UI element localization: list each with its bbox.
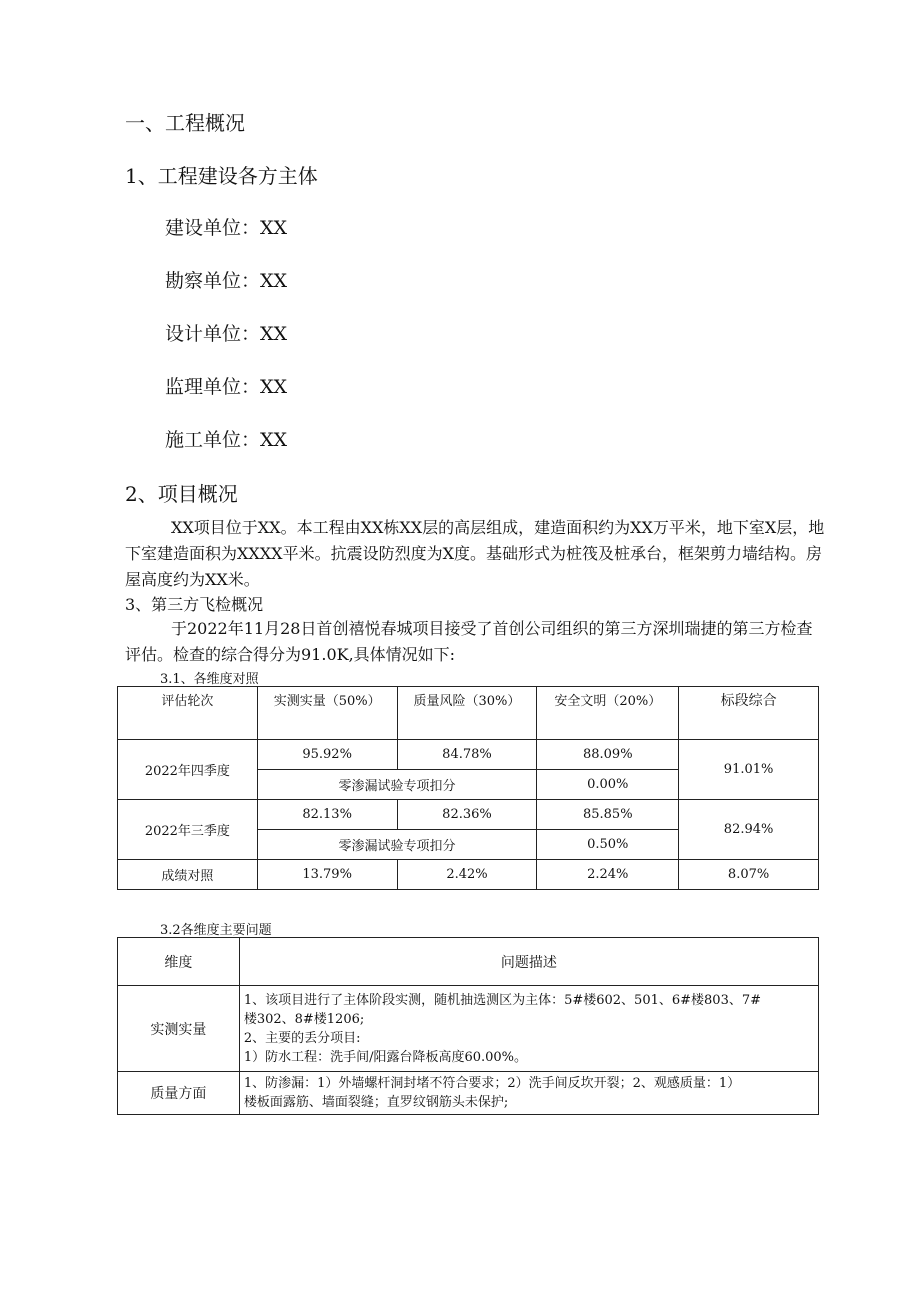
issue-description: [239, 1072, 818, 1115]
main-issues-table: [117, 937, 819, 1115]
header-cell: 维度: [118, 938, 240, 986]
unit-line: 设计单位：XX: [165, 323, 288, 345]
project-overview-paragraph: XX项目位于XX。本工程由XX栋XX层的高层组成，建造面积约为XX万平米，地下室X层，地下室建造面积为XXXX平米。抗震设防烈度为X度。基础形式为桩筏及桩承台，框架剪力墙结构。房屋高度约为XX米。: [125, 518, 825, 589]
safety-score: 2.24%: [537, 860, 679, 890]
issue-line: 2、主要的丢分项目:: [243, 1030, 361, 1046]
total-score: 8.07%: [679, 860, 819, 890]
table-row: [118, 986, 819, 1072]
header-cell: 标段综合: [679, 687, 819, 740]
subsection-title-inspection: 3、第三方飞检概况: [125, 595, 264, 614]
issue-line: 1、防渗漏：1）外墙螺杆洞封堵不符合要求；2）洗手间反坎开裂；2、观感质量：1）: [243, 1076, 741, 1091]
table-header-row: [118, 938, 819, 986]
table2-caption: 3.2各维度主要问题: [160, 923, 272, 938]
total-score: 91.01%: [679, 740, 819, 800]
issue-line: 1）防水工程：洗手间/阳露台降板高度60.00%。: [243, 1049, 528, 1065]
header-cell: 实测实量（50%）: [257, 687, 397, 740]
issue-line: 楼板面露筋、墙面裂缝；直罗纹钢筋头未保护;: [243, 1095, 509, 1110]
leak-deduction-label: 零渗漏试验专项扣分: [257, 830, 537, 860]
round-label: 成绩对照: [118, 860, 258, 890]
quality-score: 84.78%: [397, 740, 537, 770]
header-cell: 安全文明（20%）: [537, 687, 679, 740]
measure-score: 95.92%: [257, 740, 397, 770]
quality-score: 82.36%: [397, 800, 537, 830]
dimension-comparison-table: [117, 686, 819, 890]
leak-deduction-value: 0.50%: [537, 830, 679, 860]
round-label: 2022年四季度: [118, 740, 258, 800]
section-title: 一、工程概况: [125, 111, 245, 135]
table-row: [118, 800, 819, 830]
issue-line: 楼302、8#楼1206;: [243, 1011, 365, 1027]
leak-deduction-value: 0.00%: [537, 770, 679, 800]
inspection-paragraph: 于2022年11月28日首创禧悦春城项目接受了首创公司组织的第三方深圳瑞捷的第三方检查评估。检查的综合得分为91.0K,具体情况如下:: [125, 619, 813, 664]
table-row: [118, 740, 819, 770]
table-row: [118, 860, 819, 890]
table1-caption: 3.1、各维度对照: [160, 672, 259, 687]
unit-line: 建设单位：XX: [165, 217, 288, 239]
issue-line: 1、该项目进行了主体阶段实测，随机抽选测区为主体：5#楼602、501、6#楼803、7#: [243, 992, 762, 1008]
safety-score: 85.85%: [537, 800, 679, 830]
unit-line: 监理单位：XX: [165, 376, 288, 398]
quality-score: 2.42%: [397, 860, 537, 890]
subsection-title-parties: 1、工程建设各方主体: [125, 164, 318, 188]
dimension-cell: 质量方面: [118, 1072, 240, 1115]
measure-score: 13.79%: [257, 860, 397, 890]
header-cell: 质量风险（30%）: [397, 687, 537, 740]
unit-line: 勘察单位：XX: [165, 270, 288, 292]
table-header-row: [118, 687, 819, 740]
dimension-cell: 实测实量: [118, 986, 240, 1072]
safety-score: 88.09%: [537, 740, 679, 770]
total-score: 82.94%: [679, 800, 819, 860]
issue-description: [239, 986, 818, 1072]
unit-line: 施工单位：XX: [165, 429, 288, 451]
header-cell: 问题描述: [239, 938, 818, 986]
leak-deduction-label: 零渗漏试验专项扣分: [257, 770, 537, 800]
measure-score: 82.13%: [257, 800, 397, 830]
subsection-title-overview: 2、项目概况: [125, 482, 238, 506]
header-cell: 评估轮次: [118, 687, 258, 740]
table-row: [118, 1072, 819, 1115]
round-label: 2022年三季度: [118, 800, 258, 860]
